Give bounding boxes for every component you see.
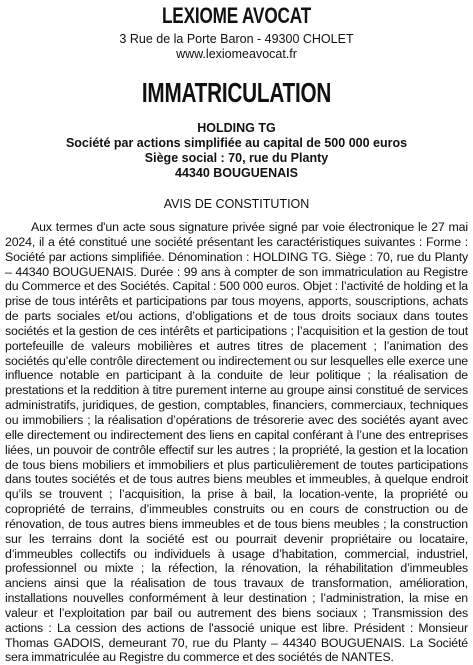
company-form: Société par actions simplifiée au capital de 500 000 euros [65, 136, 408, 150]
notice-type: AVIS DE CONSTITUTION [163, 197, 310, 211]
company-block [0, 121, 473, 181]
firm-address: 3 Rue de la Porte Baron - 49300 CHOLET [119, 32, 354, 46]
notice-title: IMMATRICULATION [141, 77, 332, 108]
company-name: HOLDING TG [197, 121, 276, 135]
company-city: 44340 BOUGUENAIS [175, 166, 298, 180]
company-head-office: Siège social : 70, rue du Planty [144, 151, 329, 165]
notice-body: Aux termes d'un acte sous signature privée signé par voie électronique le 27 mai 2024, il a été constitué une société présentant les caractéristiques suivantes : Forme : Société par actions simplifiée. Dénomination : HOLDING TG. Siège : 70, rue du Planty – 44340 BOUGUENAIS. Durée : 99 ans à compter de son immatriculation au Registre du Commerce et des Sociétés. Capital : 500 000 euros. Objet : l’activité de holding et la prise de tous intérêts et participations par tous moyens, apports, souscriptions, achats de parts sociales et/ou actions, d’obligations et de tous droits sociaux dans toutes sociétés et la gestion de ces intérêts et participations ; l’acquisition et la gestion de tout portefeuille de valeurs mobilières et autres titres de placement ; l’animation des sociétés qu’elle contrôle directement ou indirectement ou sur lesquelles elle exerce une influence notable en participant à la conduite de leur politique ; la réalisation de prestations et la reddition à titre purement interne au groupe ainsi constitué de services administratifs, juridiques, de gestion, comptables, financiers, commerciaux, techniques ou immobiliers ; la réalisation d’opérations de trésorerie avec des sociétés ayant avec elle directement ou indirectement des liens en capital conférant à l’une des entreprises liées, un pouvoir de contrôle effectif sur les autres ; la propriété, la gestion et la location de tous biens mobiliers et immobiliers et plus particulièrement de toutes participations dans toutes sociétés et de tous autres biens meubles et immeubles, à quelque endroit qu’ils se trouvent ; l’acquisition, la prise à bail, la location-vente, la propriété ou copropriété de terrains, d’immeubles construits ou en cours de construction ou de rénovation, de tous autres biens immeubles et de tous biens meubles ; la construction sur les terrains dont la société est ou pourrait devenir propriétaire ou locataire, d’immeubles collectifs ou individuels à usage d’habitation, commercial, industriel, professionnel ou mixte ; la réfection, la rénovation, la réhabilitation d’immeubles anciens ainsi que la réalisation de tous travaux de transformation, amélioration, installations nouvelles conformément à leur destination ; l’administration, la mise en valeur et l’exploitation par bail ou autrement des biens sociaux ; Transmission des actions : La cession des actions de l'associé unique est libre. Président : Monsieur Thomas GADOIS, demeurant 70, rue du Planty – 44340 BOUGUENAIS. La Société sera immatriculée au Registre du commerce et des sociétés de NANTES. [5, 220, 468, 665]
firm-website: www.lexiomeavocat.fr [176, 47, 297, 61]
firm-name: LEXIOME AVOCAT [161, 3, 312, 28]
